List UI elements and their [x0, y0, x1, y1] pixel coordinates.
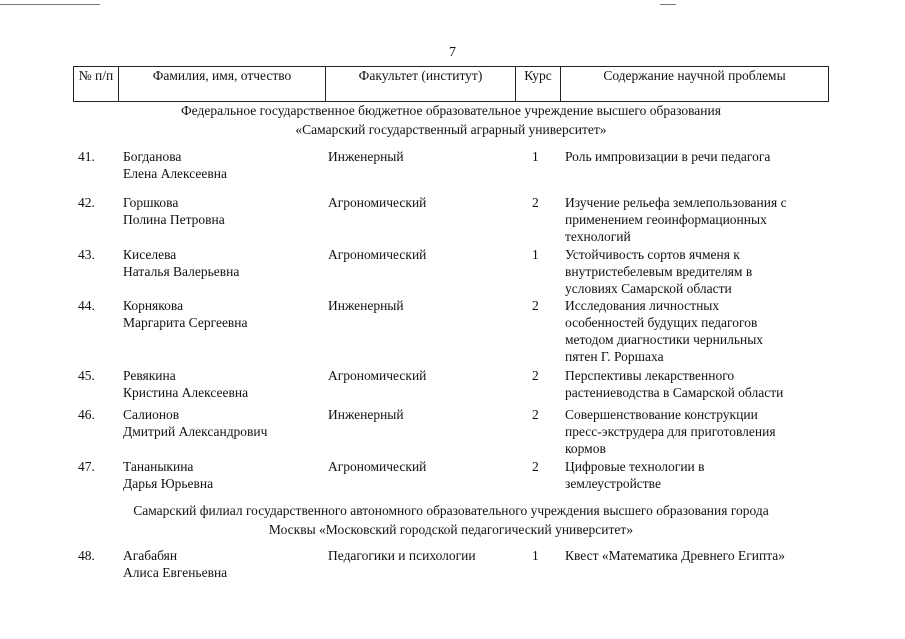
student-given-names: Кристина Алексеевна [123, 385, 249, 400]
student-given-names: Маргарита Сергеевна [123, 315, 248, 330]
course: 2 [532, 459, 539, 474]
topic-line: землеустройстве [565, 476, 661, 491]
student-surname: Корнякова [123, 298, 184, 313]
student-name [123, 458, 323, 492]
student-name [123, 406, 323, 440]
faculty: Инженерный [328, 407, 404, 422]
student-given-names: Елена Алексеевна [123, 166, 227, 181]
row-number: 45. [78, 368, 95, 383]
topic-line: технологий [565, 229, 631, 244]
org-line: Федеральное государственное бюджетное образовательное учреждение высшего образования [181, 103, 721, 118]
student-name [123, 246, 323, 280]
topic-line: Роль импровизации в речи педагога [565, 149, 771, 164]
faculty: Агрономический [328, 459, 427, 474]
student-name [123, 547, 323, 581]
faculty: Агрономический [328, 368, 427, 383]
topic-line: Устойчивость сортов ячменя к [565, 247, 740, 262]
table-header [73, 66, 829, 102]
student-surname: Богданова [123, 149, 182, 164]
topic-line: внутристебелевым вредителям в [565, 264, 753, 279]
topic-line: растениеводства в Самарской области [565, 385, 784, 400]
student-surname: Горшкова [123, 195, 179, 210]
topic-line: методом диагностики чернильных [565, 332, 764, 347]
course: 1 [532, 247, 539, 262]
student-surname: Киселева [123, 247, 177, 262]
row-number: 42. [78, 195, 95, 210]
research-topic [565, 367, 825, 401]
faculty: Инженерный [328, 298, 404, 313]
course: 2 [532, 195, 539, 210]
scan-edge-line-right [660, 4, 676, 5]
row-number: 41. [78, 149, 95, 164]
topic-line: Квест «Математика Древнего Египта» [565, 548, 786, 563]
student-surname: Тананыкина [123, 459, 194, 474]
research-topic [565, 246, 825, 297]
course: 2 [532, 368, 539, 383]
research-topic [565, 547, 825, 564]
student-name [123, 297, 323, 331]
org-line: «Самарский государственный аграрный университет» [295, 122, 607, 137]
research-topic [565, 297, 825, 365]
topic-line: кормов [565, 441, 606, 456]
header-number: № п/п [74, 67, 119, 102]
student-surname: Ревякина [123, 368, 176, 383]
student-given-names: Полина Петровна [123, 212, 225, 227]
course: 1 [532, 548, 539, 563]
page-number: 7 [449, 45, 456, 60]
topic-line: пятен Г. Роршаха [565, 349, 664, 364]
course: 2 [532, 407, 539, 422]
topic-line: Изучение рельефа землепользования с [565, 195, 787, 210]
faculty: Агрономический [328, 195, 427, 210]
row-number: 48. [78, 548, 95, 563]
faculty: Инженерный [328, 149, 404, 164]
org-line: Самарский филиал государственного автономного образовательного учреждения высшего образования города [133, 503, 769, 518]
row-number: 46. [78, 407, 95, 422]
row-number: 47. [78, 459, 95, 474]
org-line: Москвы «Московский городской педагогический университет» [268, 522, 634, 537]
header-course: Курс [516, 67, 561, 102]
faculty: Агрономический [328, 247, 427, 262]
organization-heading-1 [73, 101, 829, 139]
topic-line: особенностей будущих педагогов [565, 315, 758, 330]
research-topic [565, 194, 825, 245]
research-topic [565, 458, 825, 492]
row-number: 44. [78, 298, 95, 313]
scan-edge-line-left [0, 4, 100, 5]
student-name [123, 148, 323, 182]
research-topic [565, 148, 825, 165]
student-given-names: Наталья Валерьевна [123, 264, 240, 279]
header-name: Фамилия, имя, отчество [119, 67, 326, 102]
topic-line: Совершенствование конструкции [565, 407, 758, 422]
student-name [123, 194, 323, 228]
header-faculty: Факультет (институт) [326, 67, 516, 102]
student-surname: Агабабян [123, 548, 178, 563]
organization-heading-2 [73, 501, 829, 539]
course: 1 [532, 149, 539, 164]
topic-line: пресс-экструдера для приготовления [565, 424, 776, 439]
header-topic: Содержание научной проблемы [561, 67, 829, 102]
course: 2 [532, 298, 539, 313]
row-number: 43. [78, 247, 95, 262]
faculty: Педагогики и психологии [328, 548, 476, 563]
student-surname: Салионов [123, 407, 180, 422]
topic-line: Цифровые технологии в [565, 459, 705, 474]
student-given-names: Дмитрий Александрович [123, 424, 268, 439]
topic-line: Исследования личностных [565, 298, 720, 313]
student-given-names: Алиса Евгеньевна [123, 565, 228, 580]
student-name [123, 367, 323, 401]
research-topic [565, 406, 825, 457]
topic-line: Перспективы лекарственного [565, 368, 735, 383]
topic-line: применением геоинформационных [565, 212, 767, 227]
topic-line: условиях Самарской области [565, 281, 732, 296]
student-given-names: Дарья Юрьевна [123, 476, 214, 491]
